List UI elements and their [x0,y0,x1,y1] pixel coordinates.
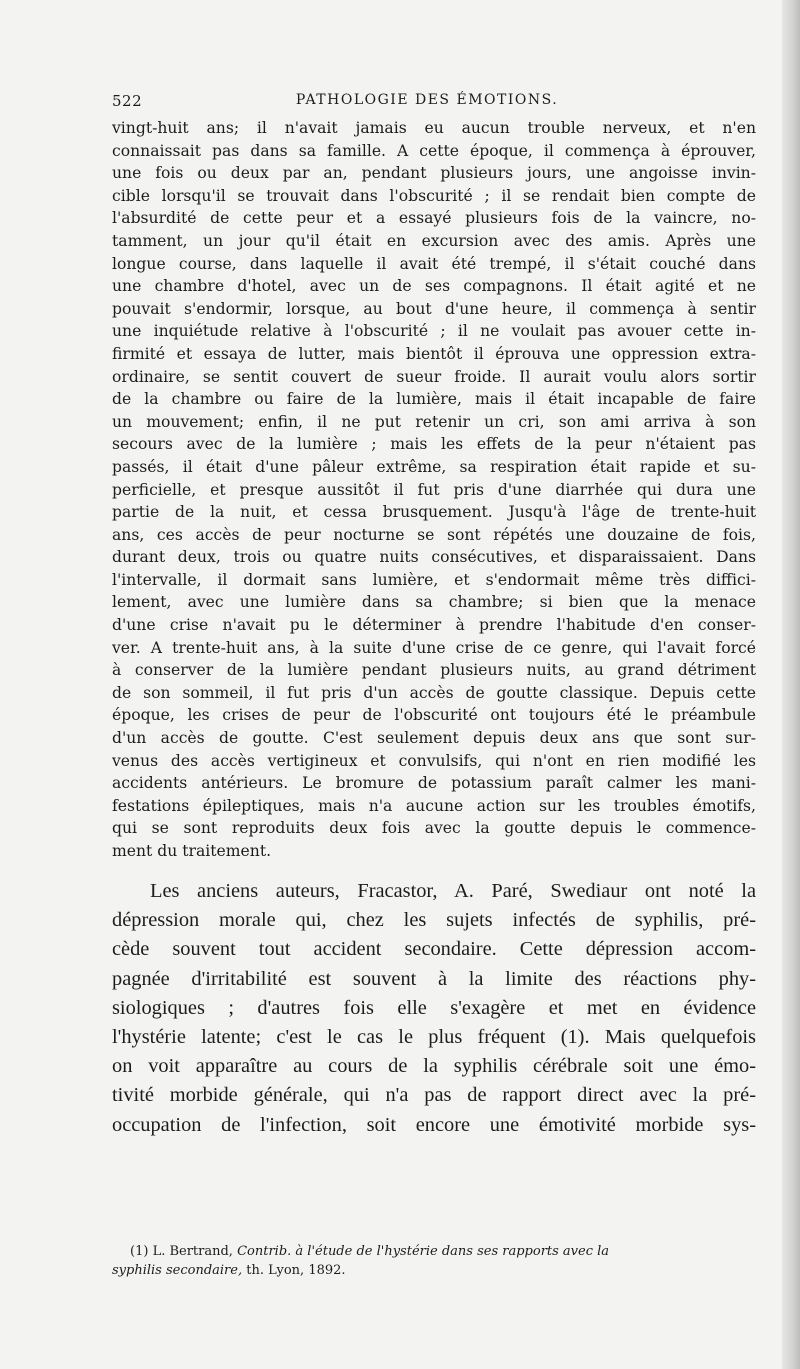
text-line: tamment, un jour qu'il était en excursion avec des amis. Après une [112,231,756,250]
text-line: une inquiétude relative à l'obscurité ; il ne voulait pas avouer cette in- [112,322,756,341]
text-line: une chambre d'hotel, avec un de ses compagnons. Il était agité et ne [112,277,756,296]
text-line: tivité morbide générale, qui n'a pas de rapport direct avec la pré- [112,1084,756,1107]
text-line: d'un accès de goutte. C'est seulement depuis deux ans que sont sur- [112,729,756,748]
text-line: vingt-huit ans; il n'avait jamais eu aucun trouble nerveux, et n'en [112,119,756,137]
text-line: une fois ou deux par an, pendant plusieurs jours, une angoisse invin- [112,164,756,183]
footnote-publication: th. Lyon, 1892. [246,1263,346,1278]
footnote-author: L. Bertrand, [152,1244,233,1259]
text-line: partie de la nuit, et cessa brusquement. Jusqu'à l'âge de trente-huit [112,503,756,522]
text-line: festations épileptiques, mais n'a aucune action sur les troubles émotifs, [112,796,756,815]
text-line: dépression morale qui, chez les sujets infectés de syphilis, pré- [112,909,756,932]
running-title: PATHOLOGIE DES ÉMOTIONS. [295,92,559,108]
page-header [112,92,742,114]
text-line: l'hystérie latente; c'est le cas le plus fréquent (1). Mais quelquefois [112,1026,756,1049]
text-line: occupation de l'infection, soit encore une émotivité morbide sys- [112,1113,756,1136]
text-line: à conserver de la lumière pendant plusieurs nuits, au grand détriment [112,661,756,680]
text-line: cède souvent tout accident secondaire. Cette dépression accom- [112,938,756,961]
case-report-text [112,117,756,863]
footnote-title-cont: syphilis secondaire, [112,1263,243,1278]
text-line: cible lorsqu'il se trouvait dans l'obscurité ; il se rendait bien compte de [112,186,756,205]
text-line: secours avec de la lumière ; mais les effets de la peur n'étaient pas [112,435,756,454]
footnote-line [112,1242,756,1261]
text-line: on voit apparaître au cours de la syphilis cérébrale soit une émo- [112,1055,756,1078]
text-line: pagnée d'irritabilité est souvent à la limite des réactions phy- [112,967,756,990]
text-line: siologiques ; d'autres fois elle s'exagère et met en évidence [112,996,756,1019]
text-line: ordinaire, se sentit couvert de sueur froide. Il aurait voulu alors sortir [112,367,756,386]
footnote-title: Contrib. à l'étude de l'hystérie dans ses rapports avec la [237,1244,610,1259]
footnote [112,1242,756,1280]
text-line: ans, ces accès de peur nocturne se sont répétés une douzaine de fois, [112,525,756,544]
text-line: l'absurdité de cette peur et a essayé plusieurs fois de la vaincre, no- [112,209,756,228]
text-line: longue course, dans laquelle il avait été trempé, il s'était couché dans [112,254,756,273]
text-line: passés, il était d'une pâleur extrême, sa respiration était rapide et su- [112,457,756,476]
text-line: l'intervalle, il dormait sans lumière, et s'endormait même très diffici- [112,570,756,589]
text-line: lement, avec une lumière dans sa chambre; si bien que la menace [112,593,756,612]
text-line: qui se sont reproduits deux fois avec la goutte depuis le commence- [112,819,756,838]
text-line: perficielle, et presque aussitôt il fut pris d'une diarrhée qui dura une [112,480,756,499]
text-line: pouvait s'endormir, lorsque, au bout d'une heure, il commença à sentir [112,299,756,318]
text-line: un mouvement; enfin, il ne put retenir un cri, son ami arriva à son [112,412,756,431]
text-line: de son sommeil, il fut pris d'un accès de goutte classique. Depuis cette [112,683,756,702]
footnote-marker: (1) [130,1244,149,1259]
text-line: ver. A trente-huit ans, à la suite d'une crise de ce genre, qui l'avait forcé [112,638,756,657]
text-line: firmité et essaya de lutter, mais bientôt il éprouva une oppression extra- [112,344,756,363]
text-line: accidents antérieurs. Le bromure de potassium paraît calmer les mani- [112,774,756,793]
text-line: époque, les crises de peur de l'obscurité ont toujours été le préambule [112,706,756,725]
text-line: d'une crise n'avait pu le déterminer à prendre l'habitude d'en conser- [112,616,756,635]
text-line: durant deux, trois ou quatre nuits consécutives, et disparaissaient. Dans [112,548,756,567]
footnote-line [112,1261,756,1280]
page-edge-shadow [782,0,800,1369]
text-line: de la chambre ou faire de la lumière, mais il était incapable de faire [112,390,756,409]
text-line: venus des accès vertigineux et convulsifs, qui n'ont en rien modifié les [112,751,756,770]
text-line: ment du traitement. [112,842,272,860]
page-number: 522 [112,92,143,110]
text-line: connaissait pas dans sa famille. A cette époque, il commença à éprouver, [112,141,756,160]
main-paragraph [112,877,756,1140]
text-line: Les anciens auteurs, Fracastor, A. Paré, Swediaur ont noté la [150,880,756,902]
